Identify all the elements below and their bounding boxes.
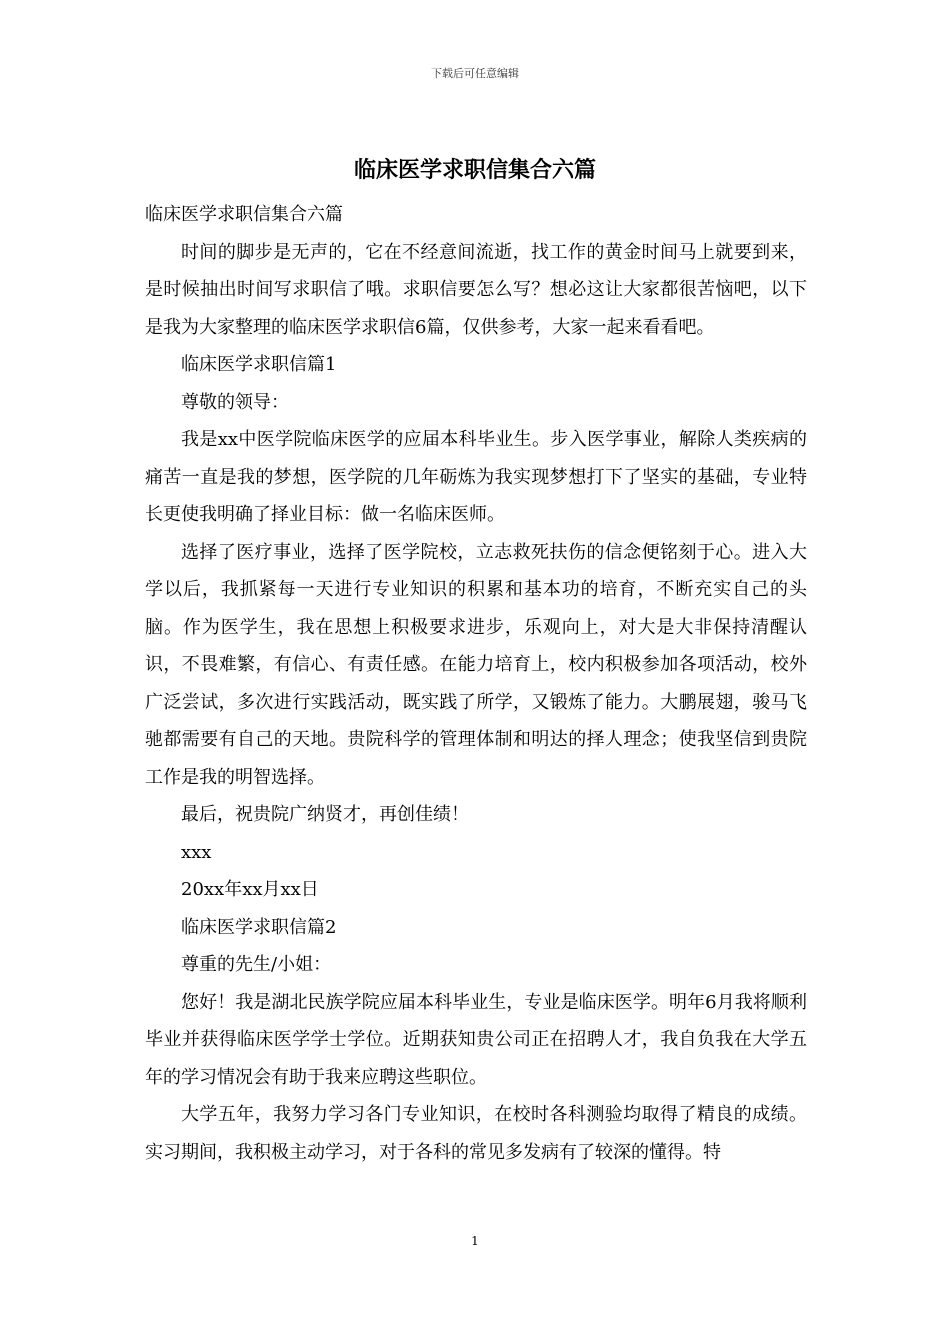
letter1-paragraph-2: 选择了医疗事业，选择了医学院校，立志救死扶伤的信念便铭刻于心。进入大学以后，我抓紧每一天进行专业知识的积累和基本功的培育，不断充实自己的头脑。作为医学生，我在思想上积极要求进步，乐观向上，对大是大非保持清醒认识，不畏难繁，有信心、有责任感。在能力培育上，校内积极参加各项活动，校外广泛尝试，多次进行实践活动，既实践了所学，又锻炼了能力。大鹏展翅，骏马飞驰都需要有自己的天地。贵院科学的管理体制和明达的择人理念；使我坚信到贵院工作是我的明智选择。: [145, 541, 807, 788]
salutation-1: 尊敬的领导：: [181, 391, 289, 413]
subtitle-line: 临床医学求职信集合六篇: [145, 204, 343, 225]
document-body: [145, 196, 807, 1171]
section-heading-2: 临床医学求职信篇2: [181, 916, 337, 938]
page-header: 下载后可任意编辑: [431, 67, 519, 80]
salutation-2: 尊重的先生/小姐：: [181, 954, 332, 975]
letter1-date: 20xx年xx月xx日: [181, 879, 319, 900]
intro-paragraph: 时间的脚步是无声的，它在不经意间流逝，找工作的黄金时间马上就要到来，是时候抽出时间写求职信了哦。求职信要怎么写？想必这让大家都很苦恼吧，以下是我为大家整理的临床医学求职信6篇，仅供参考，大家一起来看看吧。: [145, 241, 807, 338]
letter2-paragraph-1: 您好！我是湖北民族学院应届本科毕业生，专业是临床医学。明年6月我将顺利毕业并获得临床医学学士学位。近期获知贵公司正在招聘人才，我自负我在大学五年的学习情况会有助于我来应聘这些职位。: [145, 991, 807, 1088]
section-heading-1: 临床医学求职信篇1: [181, 354, 337, 375]
letter2-paragraph-2: 大学五年，我努力学习各门专业知识，在校时各科测验均取得了精良的成绩。实习期间，我积极主动学习，对于各科的常见多发病有了较深的懂得。特: [145, 1104, 807, 1163]
page-number: 1: [471, 1234, 479, 1248]
letter1-paragraph-1: 我是xx中医学院临床医学的应届本科毕业生。步入医学事业，解除人类疾病的痛苦一直是我的梦想，医学院的几年砺炼为我实现梦想打下了坚实的基础，专业特长更使我明确了择业目标：做一名临床医师。: [145, 429, 807, 525]
letter1-signature: xxx: [181, 841, 212, 863]
document-title: 临床医学求职信集合六篇: [353, 157, 596, 183]
letter1-closing: 最后，祝贵院广纳贤才，再创佳绩！: [181, 804, 469, 825]
